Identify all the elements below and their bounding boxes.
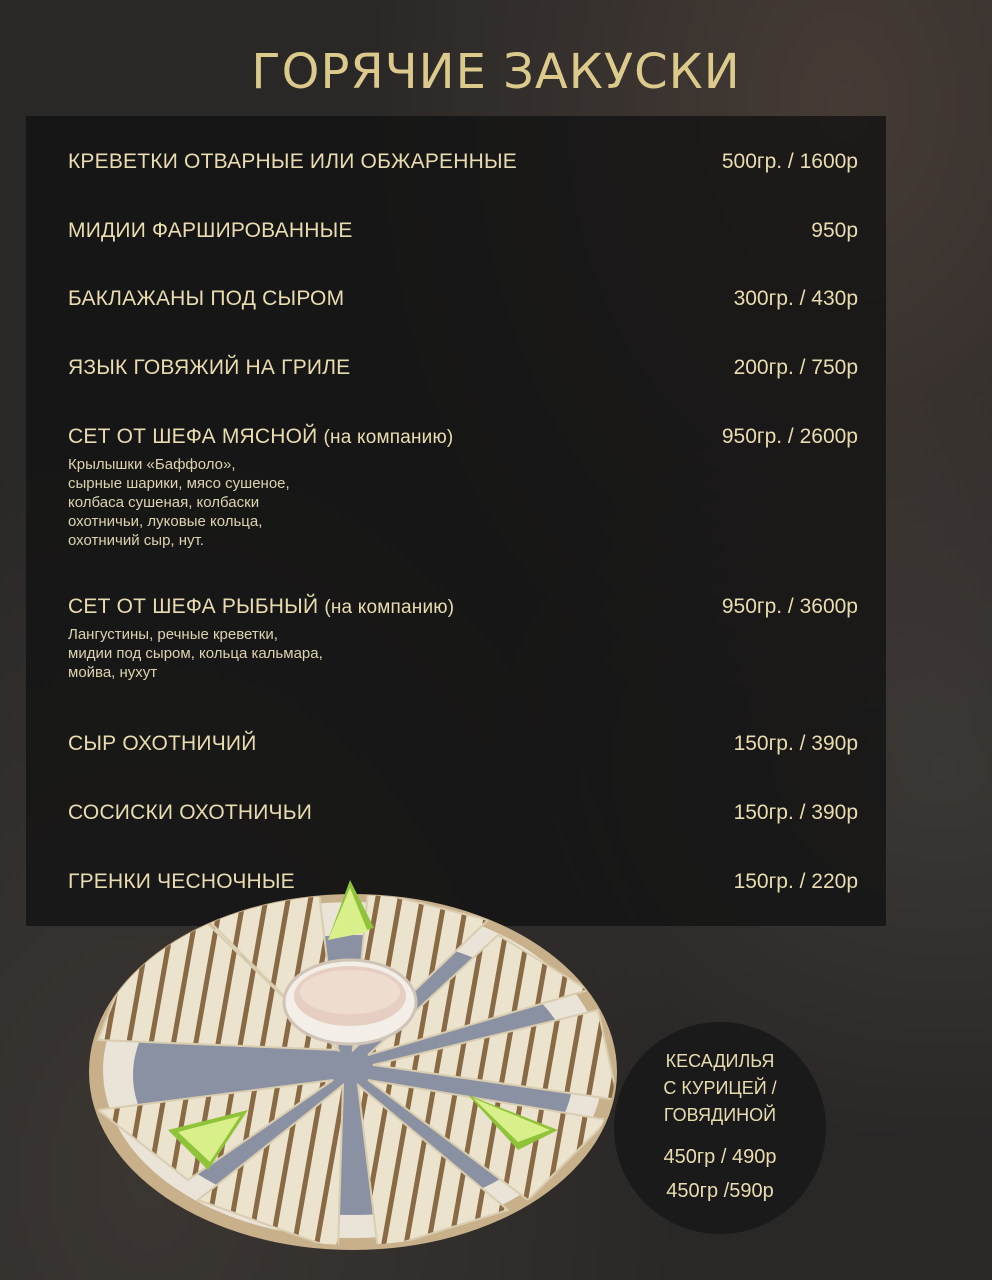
item-name: СОСИСКИ ОХОТНИЧЬИ bbox=[68, 801, 313, 824]
plate-illustration bbox=[88, 880, 633, 1250]
item-price: 150гр. / 390р bbox=[733, 732, 858, 755]
item-price: 500гр. / 1600р bbox=[721, 150, 858, 173]
item-description: Крылышки «Баффоло», сырные шарики, мясо сушеное, колбаса сушеная, колбаски охотничьи, луковые кольца, охотничий сыр, нут. bbox=[68, 456, 290, 549]
item-note: (на компанию) bbox=[323, 427, 454, 448]
item-name: ГРЕНКИ ЧЕСНОЧНЫЕ bbox=[68, 870, 295, 893]
item-name: СЕТ ОТ ШЕФА РЫБНЫЙ (на компанию) bbox=[68, 595, 455, 618]
item-price: 150гр. / 220р bbox=[733, 870, 858, 893]
item-name: СЕТ ОТ ШЕФА МЯСНОЙ (на компанию) bbox=[68, 425, 454, 448]
feature-price: 450гр /590р bbox=[666, 1180, 774, 1202]
menu-item bbox=[68, 801, 858, 825]
item-price: 950гр. / 3600р bbox=[721, 595, 858, 618]
item-name: МИДИИ ФАРШИРОВАННЫЕ bbox=[68, 219, 353, 242]
item-name: БАКЛАЖАНЫ ПОД СЫРОМ bbox=[68, 287, 345, 310]
menu-item bbox=[68, 150, 858, 174]
item-note: (на компанию) bbox=[324, 597, 455, 618]
menu-item bbox=[68, 219, 858, 243]
menu-item bbox=[68, 732, 858, 756]
item-name: КРЕВЕТКИ ОТВАРНЫЕ ИЛИ ОБЖАРЕННЫЕ bbox=[68, 150, 517, 173]
menu-item bbox=[68, 425, 858, 550]
item-price: 200гр. / 750р bbox=[733, 356, 858, 379]
feature-badge bbox=[614, 1022, 826, 1234]
item-price: 150гр. / 390р bbox=[733, 801, 858, 824]
quesadilla-plate-image bbox=[88, 880, 633, 1250]
page-title: ГОРЯЧИЕ ЗАКУСКИ bbox=[251, 44, 741, 100]
feature-title: КЕСАДИЛЬЯ С КУРИЦЕЙ / ГОВЯДИНОЙ bbox=[663, 1051, 777, 1125]
item-name: ЯЗЫК ГОВЯЖИЙ НА ГРИЛЕ bbox=[68, 356, 351, 379]
menu-item bbox=[68, 595, 858, 682]
item-price: 950р bbox=[811, 219, 858, 242]
menu-item bbox=[68, 356, 858, 380]
item-description: Лангустины, речные креветки, мидии под сыром, кольца кальмара, мойва, нухут bbox=[68, 626, 323, 681]
item-price: 950гр. / 2600р bbox=[721, 425, 858, 448]
menu-item bbox=[68, 287, 858, 311]
item-price: 300гр. / 430р bbox=[733, 287, 858, 310]
item-name: СЫР ОХОТНИЧИЙ bbox=[68, 732, 257, 755]
feature-price: 450гр / 490р bbox=[663, 1146, 777, 1168]
